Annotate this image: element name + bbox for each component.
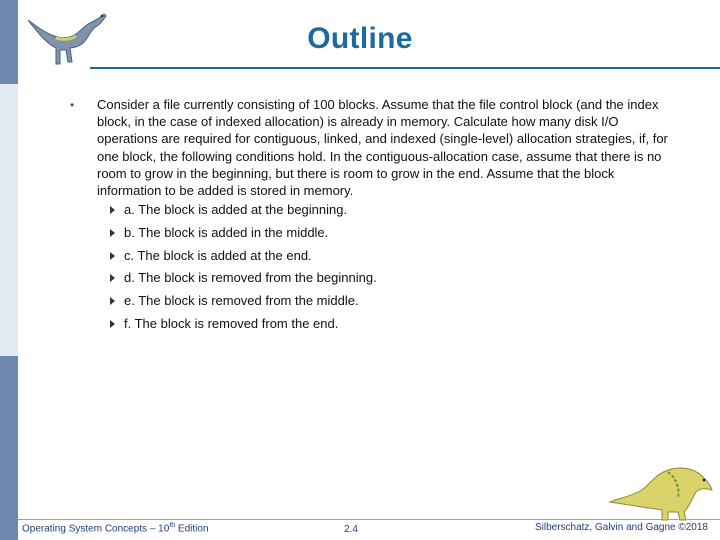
list-item-text: f. The block is removed from the end.	[124, 316, 339, 331]
list-item	[110, 224, 328, 242]
title-divider	[90, 67, 720, 69]
list-item-text: b. The block is added in the middle.	[124, 225, 329, 240]
list-item	[110, 247, 312, 265]
page-number: 2.4	[344, 524, 358, 535]
list-item-text: c. The block is added at the end.	[124, 248, 312, 263]
footer-divider	[18, 519, 720, 520]
main-paragraph: Consider a file currently consisting of 100 blocks. Assume that the file control block (and the index block, in the case of indexed allocation) is already in memory. Calculate how many disk I/O operations are required for contiguous, linked, and indexed (single-level) allocation strategies, if, for one block, the following conditions hold. In the contiguous-allocation case, assume that there is no room to grow in the beginning, but there is room to grow in the end. Assume that the block information to be added is stored in memory.	[97, 97, 668, 199]
list-item-text: d. The block is removed from the beginning.	[124, 270, 377, 285]
arrow-bullet-icon	[110, 297, 115, 305]
list-item-text: a. The block is added at the beginning.	[124, 202, 348, 217]
list-item	[110, 201, 347, 219]
arrow-bullet-icon	[110, 274, 115, 282]
footer-book-sup: th	[169, 522, 176, 529]
footer-book-prefix: Operating System Concepts – 10	[22, 523, 170, 535]
list-item-text: e. The block is removed from the middle.	[124, 293, 359, 308]
footer-book-title	[22, 522, 209, 534]
arrow-bullet-icon	[110, 320, 115, 328]
bullet-icon: •	[70, 98, 75, 112]
dinosaur-icon	[606, 462, 714, 522]
page-title: Outline	[307, 22, 413, 55]
sidebar-stripe-middle	[0, 84, 18, 356]
arrow-bullet-icon	[110, 229, 115, 237]
footer-copyright: Silberschatz, Galvin and Gagne ©2018	[534, 522, 708, 533]
list-item	[110, 315, 338, 333]
list-item	[110, 292, 359, 310]
arrow-bullet-icon	[110, 206, 115, 214]
sidebar-stripe-bottom	[0, 356, 18, 540]
footer-book-suffix: Edition	[175, 523, 209, 535]
arrow-bullet-icon	[110, 252, 115, 260]
list-item	[110, 269, 377, 287]
